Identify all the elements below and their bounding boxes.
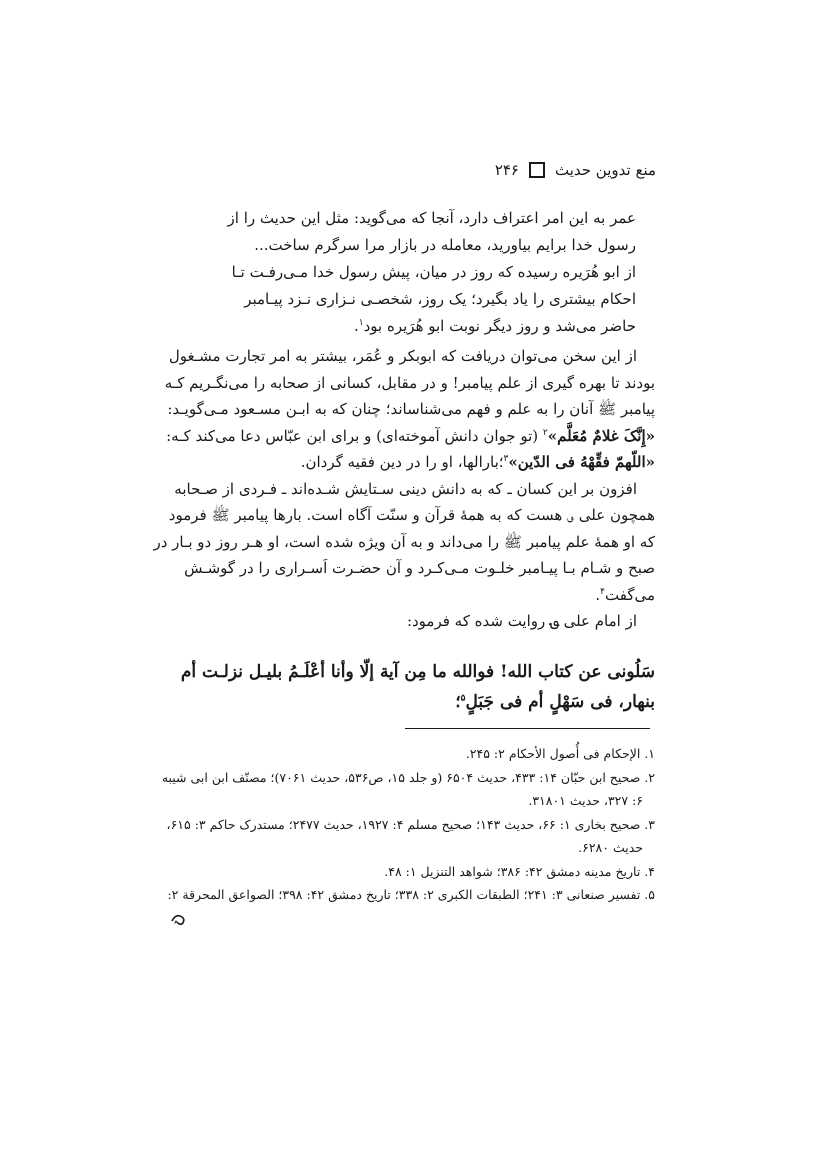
hadith-line: سَلُونی عن کتاب الله! فوالله ما مِن آیة إلّا وأنا أعْلَـمُ بلیـل نزلـت أم xyxy=(180,662,655,682)
paragraph-line xyxy=(166,423,655,450)
paragraph-line: از امام علی ؈ روایت شده که فرمود: xyxy=(406,612,637,630)
footnote-divider xyxy=(405,728,650,729)
footnote-ref: ۲ xyxy=(542,427,548,438)
footnotes xyxy=(161,742,655,930)
footnote-line: ۵. تفسیر صنعانی ۳: ۲۴۱؛ الطبقات الکبری ۲: ۳۳۸؛ تاریخ دمشق ۴۲: ۳۹۸؛ الصواعق المحرقة ۲: xyxy=(167,887,655,902)
arabic-hadith xyxy=(170,657,655,717)
paragraph-line: می‌گفت$^۴$. xyxy=(595,585,655,604)
quote-line: رسول خدا برایم بیاورید، معامله در بازار مرا سرگرم ساخت... xyxy=(254,236,636,254)
footnote-ref: ۵ xyxy=(460,693,466,704)
paragraph-text: (تو جوان دانش آموخته‌ای) و برای ابن عبّاس دعا می‌کند کـه: xyxy=(166,426,543,445)
paragraph-line: که او همهٔ علم پیامبر ﷺ را می‌داند و به آن ویژه شده است، او هـر روز دو بـار در xyxy=(153,532,655,551)
hadith-text: بنهار، فی سَهْلٍ أم فی جَبَلٍ xyxy=(465,692,655,712)
footnote-line: ۱. الإحکام فی أُصول الأحکام ۲: ۲۴۵. xyxy=(465,746,655,761)
continue-arrow-icon xyxy=(170,911,188,927)
footnote-line: ۴. تاریخ مدینه دمشق ۴۲: ۳۸۶؛ شواهد التنزیل ۱: ۴۸. xyxy=(384,863,655,879)
page-number: ۲۴۶ xyxy=(494,161,519,179)
footnote-line: ۶: ۳۲۷، حدیث ۳۱۸۰۱. xyxy=(528,793,643,808)
paragraph-line: صبح و شـام بـا پیـامبر خلـوت مـی‌کـرد و آن حضـرت اَسـراری را در گوشـش xyxy=(184,559,655,577)
quote-last-text: حاضر می‌شد و روز دیگر نوبت ابو هُرَیره بود xyxy=(363,317,636,335)
footnote-line: ۳. صحیح بخاری ۱: ۶۶، حدیث ۱۴۳؛ صحیح مسلم ۴: ۱۹۲۷، حدیث ۲۴۷۷؛ مستدرک حاکم ۳: ۶۱۵، xyxy=(166,816,655,832)
footnote-ref: ۱ xyxy=(358,318,364,328)
continue-row xyxy=(170,907,655,931)
body-text xyxy=(153,343,655,635)
footnote-ref: ۴ xyxy=(600,586,605,597)
quote-line: عمر به این امر اعتراف دارد، آنجا که می‌گوید: مثل این حدیث را از xyxy=(227,209,636,227)
paragraph-line: افزون بر این کسان ـ که به دانش دینی سـتایش شـده‌اند ـ فـردی از صـحابه xyxy=(174,479,637,498)
running-title: منع تدوین حدیث xyxy=(554,161,656,179)
hadith-line: بنهار، فی سَهْلٍ أم فی جَبَلٍ$^۵$؛ xyxy=(455,692,655,712)
arabic-quote: «إِنَّکَ غلامٌ مُعَلَّم» xyxy=(547,426,655,445)
quote-line: حاضر می‌شد و روز دیگر نوبت ابو هُرَیره بود$^۱$. xyxy=(353,317,636,335)
paragraph-text: می‌گفت xyxy=(605,585,655,604)
footnote-line: ۲. صحیح ابن حبّان ۱۴: ۴۳۳، حدیث ۶۵۰۴ (و جلد ۱۵، ص۵۳۶، حدیث ۷۰۶۱)؛ مصنّف ابن ابی شیبه xyxy=(161,769,655,785)
indented-quote xyxy=(227,205,636,340)
paragraph-line: بودند تا بهره گیری از علم پیامبر! و در مقابل، کسانی از صحابه را می‌نگـریم کـه xyxy=(164,373,655,392)
paragraph-text: ؛بارالها، او را در دین فقیه گردان. xyxy=(300,453,504,471)
paragraph-line: همچون علی ؈ هست که به همهٔ قرآن و سنّت آگاه است. بارها پیامبر ﷺ فرمود xyxy=(168,506,655,524)
paragraph-line: از این سخن می‌توان دریافت که ابوبکر و عُمَر، بیشتر به امر تجارت مشـغول xyxy=(168,347,637,365)
arabic-quote: «اللّهمّ فقِّهْهُ فی الدّین» xyxy=(508,453,655,471)
paragraph-line: پیامبر ﷺ آنان را به علم و فهم می‌شناساند؛ چنان که به ابـن مسـعود مـی‌گویـد: xyxy=(167,400,655,418)
footnote-ref: ۳ xyxy=(503,454,509,464)
paragraph-line xyxy=(170,449,655,476)
header-square-icon xyxy=(529,162,545,178)
quote-line: از ابو هُرَیره رسیده که روز در میان، پیش رسول خدا مـی‌رفـت تـا xyxy=(231,263,636,281)
quote-line: احکام بیشتری را یاد بگیرد؛ یک روز، شخصـی نـزاری نـزد پیـامبر xyxy=(244,290,636,308)
footnote-line: حدیث ۶۲۸۰. xyxy=(578,840,643,855)
running-header xyxy=(495,158,656,182)
